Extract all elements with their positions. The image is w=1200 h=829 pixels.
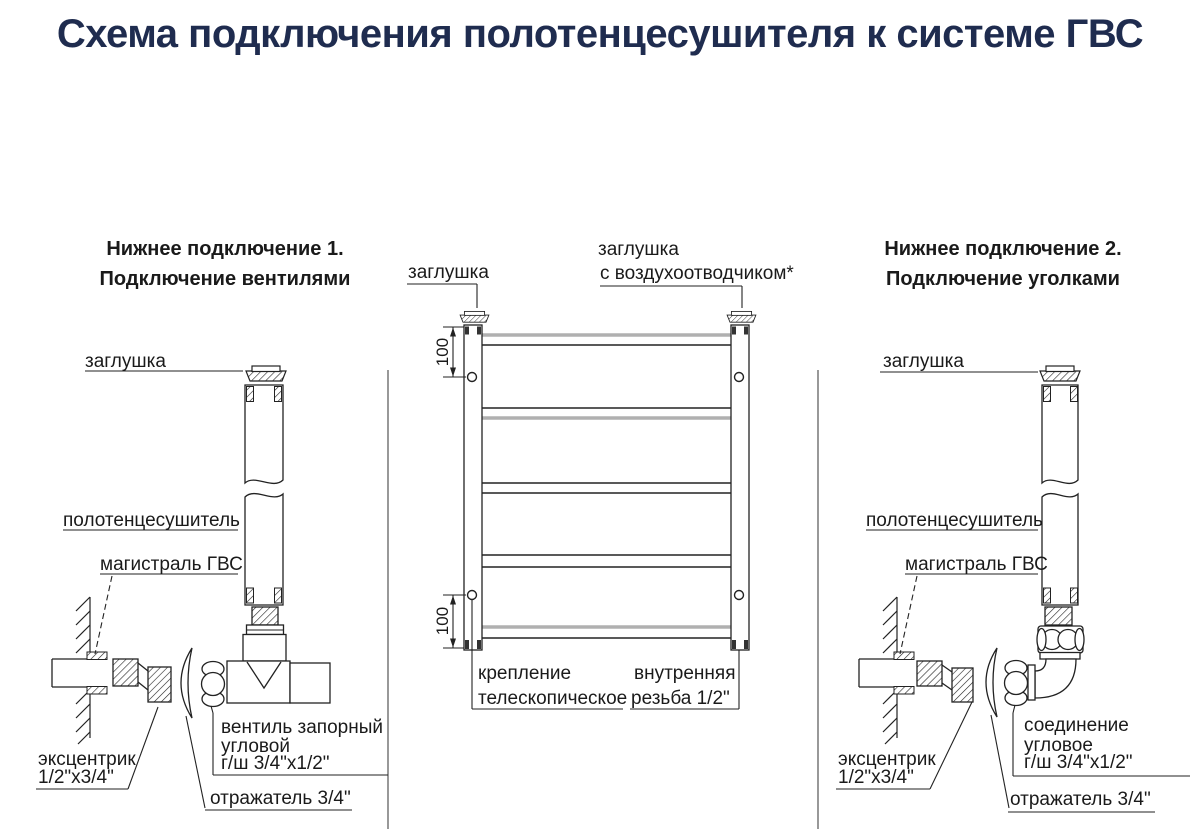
left-valve-label-2: угловой — [221, 736, 290, 757]
right-towel-rail-label: полотенцесушитель — [866, 510, 1043, 531]
thread-label-2: резьба 1/2" — [631, 688, 730, 709]
dimension-bottom-value: 100 — [433, 606, 452, 636]
mount-label-1: крепление — [478, 663, 572, 684]
plug-cap-icon — [1040, 366, 1080, 381]
mount-hole — [735, 591, 744, 600]
right-heading-1: Нижнее подключение 2. — [884, 238, 1122, 260]
eccentric-fitting — [113, 659, 171, 702]
supply-pipe — [859, 652, 914, 694]
mount-hole — [468, 591, 477, 600]
right-elbow-label-3: г/ш 3/4"x1/2" — [1024, 752, 1133, 773]
left-towel-rail-label: полотенцесушитель — [63, 510, 240, 531]
right-main-line-label: магистраль ГВС — [905, 554, 1048, 575]
right-panel-drawing — [836, 366, 1190, 812]
left-valve-label-3: г/ш 3/4"x1/2" — [221, 753, 330, 774]
left-main-line-label: магистраль ГВС — [100, 554, 243, 575]
eccentric-fitting — [917, 661, 973, 702]
left-heading-1: Нижнее подключение 1. — [106, 238, 344, 260]
left-eccentric-label-2: 1/2"x3/4" — [38, 767, 114, 788]
left-heading-2: Подключение вентилями — [99, 268, 351, 290]
reflector — [986, 648, 997, 717]
ladder-posts — [464, 325, 749, 650]
right-eccentric-label-2: 1/2"x3/4" — [838, 767, 914, 788]
right-eccentric-label-1: эксцентрик — [838, 749, 936, 770]
angle-valve — [202, 607, 331, 707]
right-heading-2: Подключение уголками — [886, 268, 1120, 290]
right-elbow-label-1: соединение — [1024, 715, 1129, 736]
towel-rail-pipe — [245, 385, 283, 605]
supply-pipe — [52, 652, 107, 694]
middle-callout-lines — [407, 284, 742, 709]
wall — [76, 597, 90, 744]
mount-label-2: телескопическое — [478, 688, 628, 709]
left-reflector-label: отражатель 3/4" — [210, 788, 351, 809]
air-vent-cap-icon — [727, 311, 756, 322]
ladder-rungs — [482, 335, 731, 638]
dimension-top-value: 100 — [433, 337, 452, 367]
reflector — [181, 648, 192, 718]
angle-union-elbow — [1005, 607, 1085, 706]
right-elbow-label-2: угловое — [1024, 735, 1093, 756]
page-title: Схема подключения полотенцесушителя к системе ГВС — [56, 12, 1144, 56]
left-panel-drawing — [36, 366, 388, 810]
middle-plug-label: заглушка — [408, 262, 489, 283]
thread-label-1: внутренняя — [634, 663, 736, 684]
plug-cap-icon — [246, 366, 286, 381]
right-callout-lines — [836, 372, 1190, 812]
mount-hole — [735, 373, 744, 382]
wall — [883, 597, 897, 744]
middle-panel-drawing — [407, 284, 756, 709]
left-plug-label: заглушка — [85, 351, 166, 372]
left-eccentric-label-1: эксцентрик — [38, 749, 136, 770]
mount-hole — [468, 373, 477, 382]
left-valve-label-1: вентиль запорный — [221, 717, 383, 738]
right-plug-label: заглушка — [883, 351, 964, 372]
right-reflector-label: отражатель 3/4" — [1010, 789, 1151, 810]
plug-cap-icon — [460, 311, 489, 322]
left-callout-lines — [36, 371, 388, 810]
air-vent-label-1: заглушка — [598, 239, 679, 260]
air-vent-label-2: с воздухоотводчиком* — [600, 263, 794, 284]
